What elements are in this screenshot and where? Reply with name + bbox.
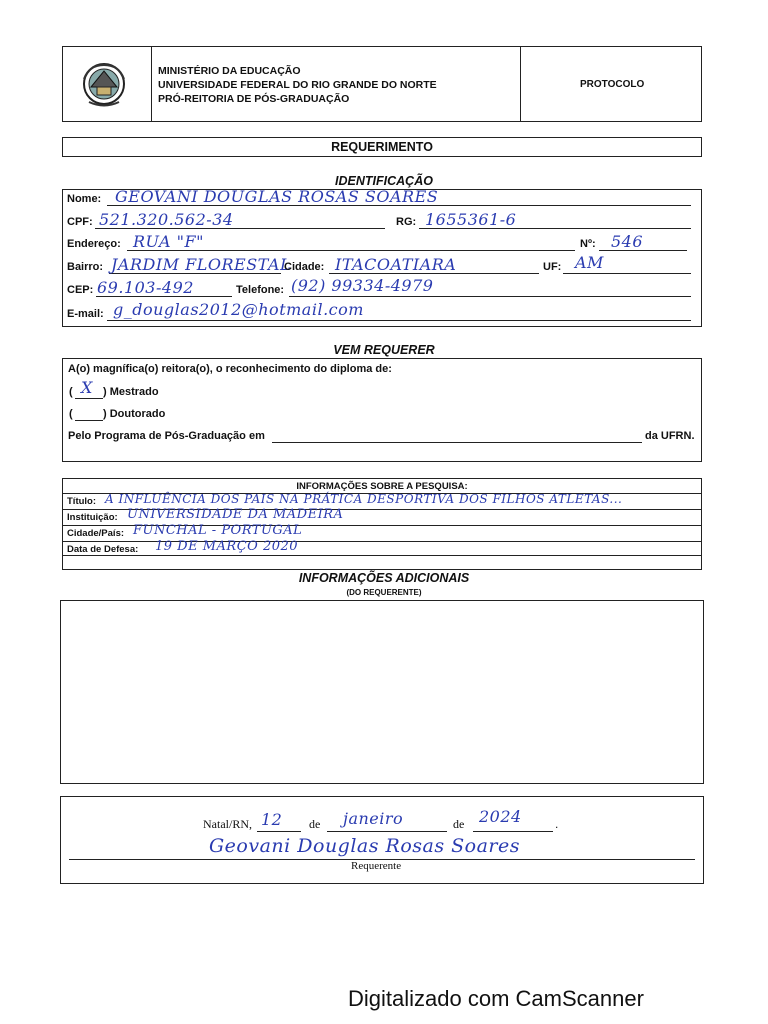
cidade-pais-label: Cidade/País:	[67, 528, 125, 539]
de-label-1: de	[309, 817, 321, 831]
header-divider-left	[151, 47, 152, 121]
day-line	[257, 831, 301, 832]
header-divider-right	[520, 47, 521, 121]
mestrado-label: ) Mestrado	[103, 386, 159, 398]
signature-value[interactable]: Geovani Douglas Rosas Soares	[209, 835, 521, 857]
cpf-value[interactable]: 521.320.562-34	[99, 210, 234, 229]
pro-reitoria-line: PRÓ-REITORIA DE PÓS-GRADUAÇÃO	[158, 93, 350, 105]
crest-logo	[79, 57, 129, 111]
vem-requerer-heading: VEM REQUERER	[333, 343, 435, 357]
bairro-label: Bairro:	[67, 261, 104, 273]
telefone-line	[289, 296, 691, 297]
month-line	[327, 831, 447, 832]
rg-label: RG:	[396, 216, 417, 228]
email-label: E-mail:	[67, 308, 104, 320]
protocolo-label: PROTOCOLO	[580, 79, 645, 90]
uf-line	[563, 273, 691, 274]
cidade-value[interactable]: ITACOATIARA	[335, 255, 457, 274]
nome-label: Nome:	[67, 193, 102, 205]
mestrado-check-mark[interactable]: X	[81, 378, 93, 397]
page-title: REQUERIMENTO	[331, 140, 433, 154]
day-value[interactable]: 12	[261, 810, 283, 829]
month-value[interactable]: janeiro	[343, 809, 404, 828]
uf-value[interactable]: AM	[575, 253, 604, 272]
vem-requerer-box	[62, 358, 702, 462]
instituicao-value[interactable]: UNIVERSIDADE DA MADEIRA	[127, 507, 344, 522]
pesquisa-divider-5	[63, 555, 701, 556]
titulo-value[interactable]: A INFLUÊNCIA DOS PAIS NA PRÁTICA DESPORTIVA DOS FILHOS ATLETAS...	[105, 492, 623, 506]
title-bar	[62, 137, 702, 157]
camscanner-watermark: Digitalizado com CamScanner	[348, 986, 644, 1011]
year-line	[473, 831, 553, 832]
de-label-2: de	[453, 817, 465, 831]
adicionais-heading: INFORMAÇÕES ADICIONAIS	[298, 571, 470, 585]
mestrado-open-paren: (	[69, 386, 73, 398]
bairro-value[interactable]: JARDIM FLORESTAL	[111, 255, 292, 274]
programa-suffix: da UFRN.	[645, 430, 695, 442]
doutorado-label: ) Doutorado	[103, 408, 166, 420]
pesquisa-box	[62, 478, 702, 570]
identificacao-box	[62, 189, 702, 327]
requerente-label: Requerente	[351, 860, 402, 872]
cep-value[interactable]: 69.103-492	[97, 278, 194, 297]
doutorado-open-paren: (	[69, 408, 73, 420]
pesquisa-heading: INFORMAÇÕES SOBRE A PESQUISA:	[296, 481, 468, 492]
doutorado-checkbox-line	[75, 420, 103, 421]
email-value[interactable]: g_douglas2012@hotmail.com	[113, 300, 364, 319]
programa-prefix: Pelo Programa de Pós-Graduação em	[68, 430, 265, 442]
adicionais-sub: (DO REQUERENTE)	[346, 588, 422, 597]
requerer-intro: A(o) magnífica(o) reitora(o), o reconhecimento do diploma de:	[68, 363, 392, 375]
numero-label: Nº:	[580, 238, 596, 250]
ministry-line: MINISTÉRIO DA EDUCAÇÃO	[158, 65, 301, 77]
university-line: UNIVERSIDADE FEDERAL DO RIO GRANDE DO NORTE	[158, 79, 437, 91]
mestrado-checkbox-line	[75, 398, 103, 399]
cidade-label: Cidade:	[284, 261, 325, 273]
instituicao-label: Instituição:	[67, 512, 118, 523]
numero-value[interactable]: 546	[611, 232, 644, 251]
adicionais-textarea[interactable]	[60, 600, 704, 784]
identificacao-heading: IDENTIFICAÇÃO	[335, 174, 433, 188]
cpf-label: CPF:	[67, 216, 93, 228]
nome-value[interactable]: GEOVANI DOUGLAS ROSAS SOARES	[115, 187, 439, 206]
data-defesa-value[interactable]: 19 DE MARÇO 2020	[155, 539, 299, 554]
year-value[interactable]: 2024	[479, 807, 522, 826]
header-box	[62, 46, 702, 122]
endereco-value[interactable]: RUA "F"	[133, 232, 204, 251]
date-period: .	[555, 817, 559, 831]
place-label: Natal/RN,	[203, 817, 252, 831]
uf-label: UF:	[543, 261, 562, 273]
email-line	[107, 320, 691, 321]
titulo-label: Título:	[67, 496, 97, 507]
telefone-label: Telefone:	[236, 284, 285, 296]
data-defesa-label: Data de Defesa:	[67, 544, 139, 555]
endereco-label: Endereço:	[67, 238, 121, 250]
assinatura-box	[60, 796, 704, 884]
cep-label: CEP:	[67, 284, 94, 296]
telefone-value[interactable]: (92) 99334-4979	[291, 276, 434, 295]
programa-line[interactable]	[272, 442, 642, 443]
rg-value[interactable]: 1655361-6	[425, 210, 517, 229]
cidade-pais-value[interactable]: FUNCHAL - PORTUGAL	[133, 523, 303, 538]
